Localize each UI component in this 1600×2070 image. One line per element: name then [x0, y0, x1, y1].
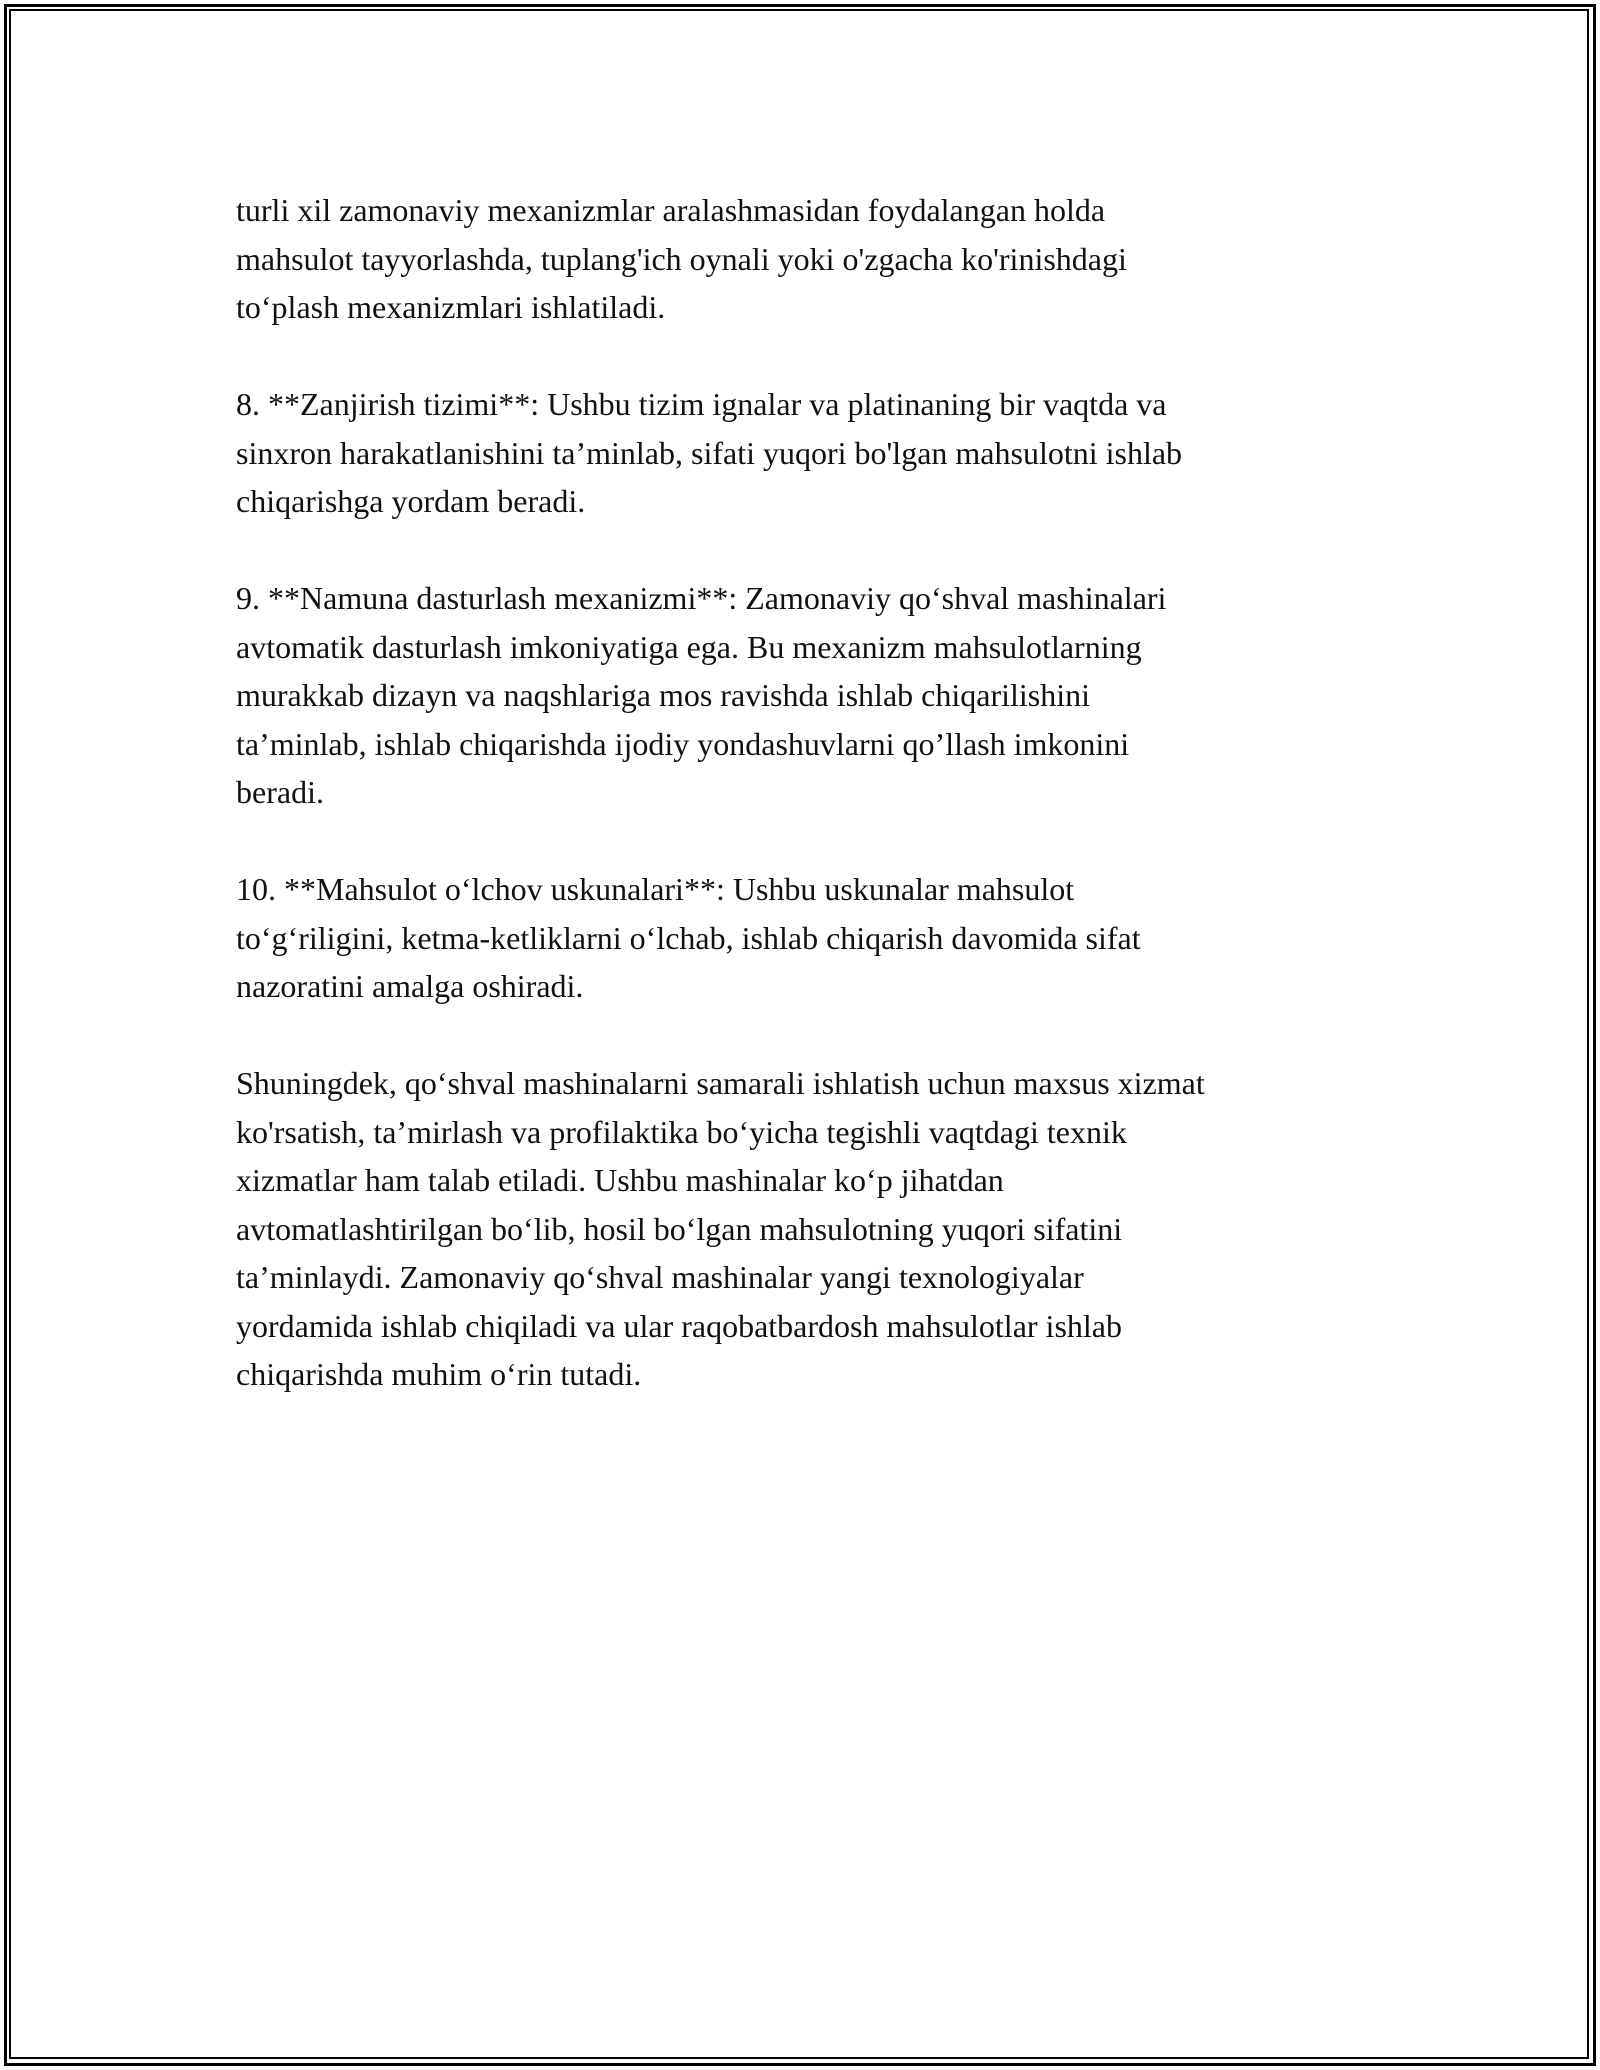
paragraph-intro-continuation — [236, 186, 1386, 332]
text-line: ta’minlaydi. Zamonaviy qo‘shval mashinalar yangi texnologiyalar — [236, 1259, 1084, 1295]
text-line: avtomatik dasturlash imkoniyatiga ega. Bu mexanizm mahsulotlarning — [236, 628, 1142, 665]
text-line: xizmatlar ham talab etiladi. Ushbu mashinalar ko‘p jihatdan — [236, 1162, 1004, 1198]
text-line: ko'rsatish, ta’mirlash va profilaktika bo‘yicha tegishli vaqtdagi texnik — [236, 1113, 1127, 1150]
paragraph-conclusion — [236, 1059, 1386, 1399]
text-line: 8. **Zanjirish tizimi**: Ushbu tizim ignalar va platinaning bir vaqtda va — [236, 386, 1167, 422]
text-line: turli xil zamonaviy mexanizmlar aralashmasidan foydalangan holda — [236, 192, 1106, 228]
text-line: chiqarishga yordam beradi. — [236, 483, 586, 519]
paragraph-item-10 — [236, 865, 1386, 1011]
text-line: sinxron harakatlanishini ta’minlab, sifati yuqori bo'lgan mahsulotni ishlab — [236, 434, 1183, 471]
text-line: 10. **Mahsulot o‘lchov uskunalari**: Ushbu uskunalar mahsulot — [236, 871, 1075, 907]
text-line: 9. **Namuna dasturlash mexanizmi**: Zamonaviy qo‘shval mashinalari — [236, 580, 1167, 616]
text-line: mahsulot tayyorlashda, tuplang'ich oynali yoki o'zgacha ko'rinishdagi — [236, 240, 1127, 277]
text-line: murakkab dizayn va naqshlariga mos ravishda ishlab chiqarilishini — [236, 677, 1090, 713]
document-body — [236, 186, 1386, 1447]
text-line: chiqarishda muhim o‘rin tutadi. — [236, 1356, 642, 1392]
text-line: nazoratini amalga oshiradi. — [236, 968, 584, 1004]
text-line: avtomatlashtirilgan bo‘lib, hosil bo‘lgan mahsulotning yuqori sifatini — [236, 1210, 1123, 1247]
paragraph-item-8 — [236, 380, 1386, 526]
text-line: to‘g‘riligini, ketma-ketliklarni o‘lchab, ishlab chiqarish davomida sifat — [236, 919, 1141, 956]
text-line: Shuningdek, qo‘shval mashinalarni samarali ishlatish uchun maxsus xizmat — [236, 1065, 1205, 1101]
text-line: beradi. — [236, 774, 324, 810]
paragraph-item-9 — [236, 574, 1386, 817]
text-line: ta’minlab, ishlab chiqarishda ijodiy yondashuvlarni qo’llash imkonini — [236, 725, 1130, 762]
text-line: yordamida ishlab chiqiladi va ular raqobatbardosh mahsulotlar ishlab — [236, 1307, 1122, 1344]
text-line: to‘plash mexanizmlari ishlatiladi. — [236, 289, 666, 325]
